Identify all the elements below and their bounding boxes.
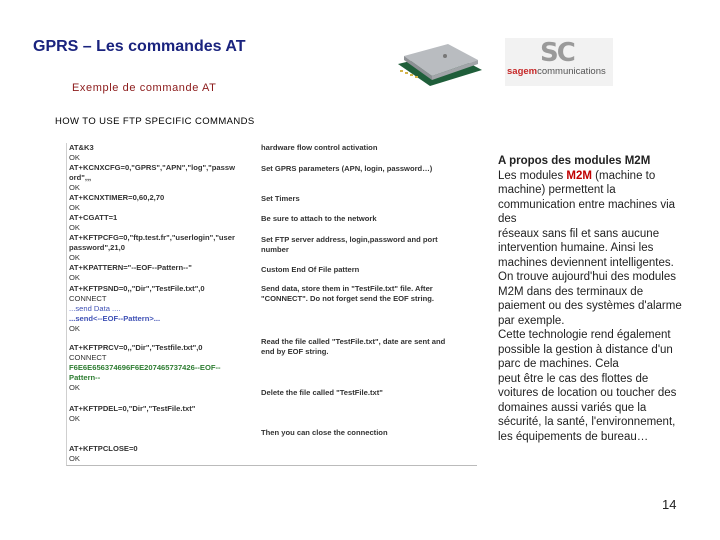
m2m-paragraph: réseaux sans fil et sans aucune intervention humaine. Ainsi les machines deviennent intelligentes. xyxy=(498,227,674,269)
command-line: AT&K3 xyxy=(69,143,94,152)
command-line: OK xyxy=(69,273,80,282)
command-description: end by EOF string. xyxy=(261,347,329,356)
command-description: Custom End Of File pattern xyxy=(261,265,360,274)
command-line: OK xyxy=(69,414,80,423)
m2m-heading: A propos des modules M2M xyxy=(498,155,651,167)
command-line: OK xyxy=(69,383,80,392)
logo-mark: SC xyxy=(540,38,574,68)
command-line: ...send Data .... xyxy=(69,304,121,313)
command-line: OK xyxy=(69,183,80,192)
page-number: 14 xyxy=(662,497,677,512)
command-line: AT+KPATTERN="--EOF--Pattern--" xyxy=(69,263,192,272)
command-line: OK xyxy=(69,253,80,262)
at-commands-panel xyxy=(66,143,477,466)
command-description: hardware flow control activation xyxy=(261,143,378,152)
command-description: Delete the file called "TestFile.txt" xyxy=(261,388,383,397)
slide-title: GPRS – Les commandes AT xyxy=(33,38,246,55)
command-line: AT+KCNXCFG=0,"GPRS","APN","log","passw xyxy=(69,163,235,172)
command-line: AT+KFTPRCV=0,,"Dir","Testfile.txt",0 xyxy=(69,343,203,352)
command-line: password",21,0 xyxy=(69,243,125,252)
command-description: Then you can close the connection xyxy=(261,428,388,437)
command-line: OK xyxy=(69,153,80,162)
command-line: AT+KCNXTIMER=0,60,2,70 xyxy=(69,193,165,202)
command-line: OK xyxy=(69,223,80,232)
command-line: AT+CGATT=1 xyxy=(69,213,118,222)
command-description: Set FTP server address, login,password and port xyxy=(261,235,438,244)
m2m-info-text xyxy=(498,154,690,444)
command-description: Be sure to attach to the network xyxy=(261,214,377,223)
command-description: number xyxy=(261,245,289,254)
command-line: ...send<--EOF--Pattern>... xyxy=(69,314,161,323)
howto-heading: HOW TO USE FTP SPECIFIC COMMANDS xyxy=(55,116,255,127)
m2m-paragraph: Les modules M2M (machine to machine) permettent la communication entre machines via des xyxy=(498,169,676,225)
command-line: AT+KFTPSND=0,,"Dir","TestFile.txt",0 xyxy=(69,284,205,293)
command-line: CONNECT xyxy=(69,294,107,303)
slide-subtitle: Exemple de commande AT xyxy=(72,82,217,94)
command-line: AT+KFTPDEL=0,"Dir","TestFile.txt" xyxy=(69,404,196,413)
command-description: Read the file called "TestFile.txt", date are sent and xyxy=(261,337,446,346)
command-description: Set Timers xyxy=(261,194,300,203)
m2m-paragraph: Cette technologie rend également possible la gestion à distance d'un parc de machines. Cela xyxy=(498,329,673,370)
command-line: F6E6E656374696F6E207465737426--EOF-- xyxy=(69,363,221,372)
command-line: OK xyxy=(69,454,80,463)
m2m-paragraph: On trouve aujourd'hui des modules M2M dans des terminaux de paiement ou des systèmes d'alarme par exemple. xyxy=(498,271,682,327)
sagem-logo xyxy=(505,38,613,86)
command-line: Pattern-- xyxy=(69,373,101,382)
command-description: Set GPRS parameters (APN, login, password…) xyxy=(261,164,433,173)
m2m-paragraph: peut être le cas des flottes de voitures de location ou toucher des domaines aussi variés que la sécurité, la santé, l'environnement, les équipements de bureau… xyxy=(498,372,677,443)
command-line: CONNECT xyxy=(69,353,107,362)
command-line: ord",,, xyxy=(69,173,92,182)
command-line: AT+KFTPCFG=0,"ftp.test.fr","userlogin","user xyxy=(69,233,235,242)
logo-brand: sagemcommunications xyxy=(507,66,606,77)
command-line: AT+KFTPCLOSE=0 xyxy=(69,444,138,453)
command-line: OK xyxy=(69,203,80,212)
m2m-module-image xyxy=(390,30,490,88)
command-line: OK xyxy=(69,324,80,333)
command-description: "CONNECT". Do not forget send the EOF string. xyxy=(261,294,434,303)
command-description: Send data, store them in "TestFile.txt" file. After xyxy=(261,284,433,293)
